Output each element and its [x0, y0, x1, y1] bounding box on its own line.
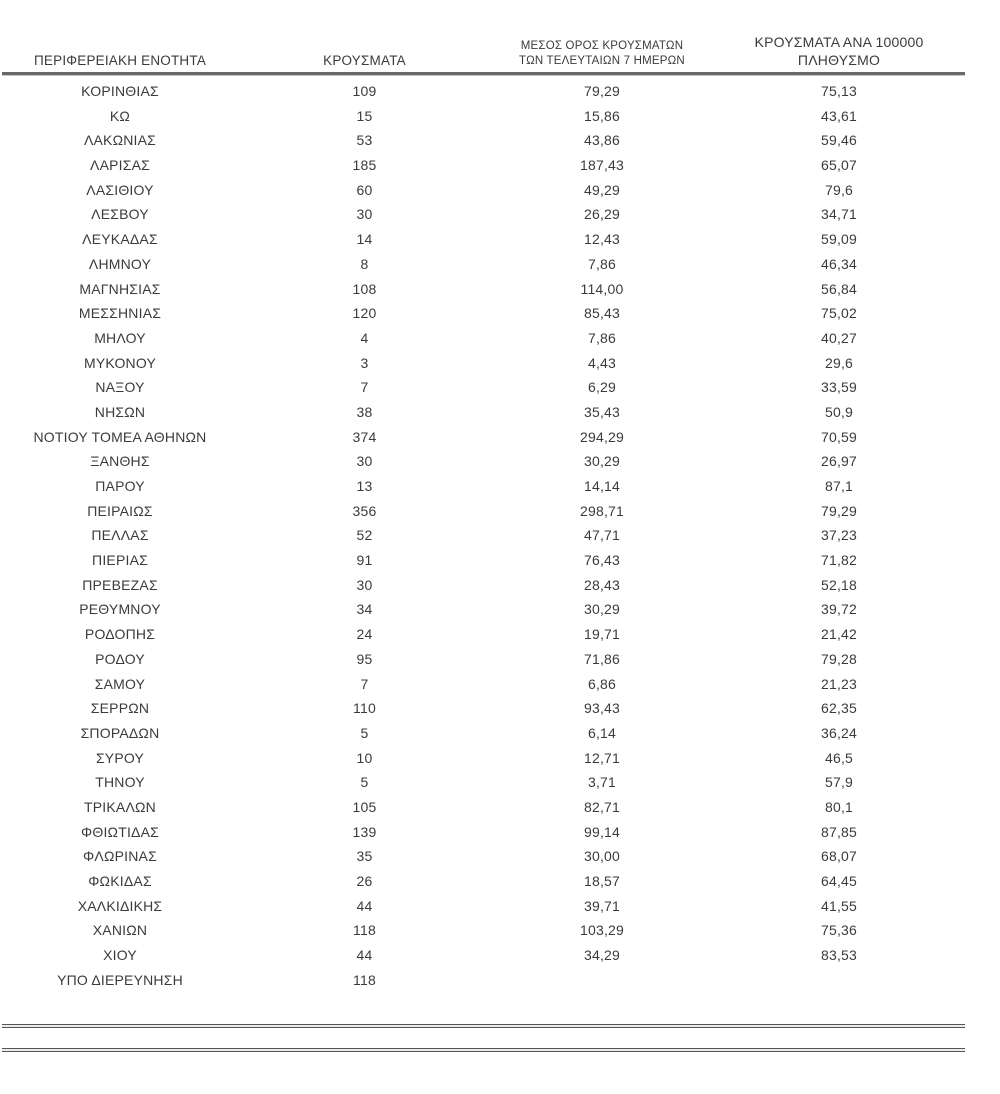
table-row — [2, 548, 965, 573]
table-row — [2, 523, 965, 548]
cell-region: ΚΟΡΙΝΘΙΑΣ — [81, 83, 159, 99]
table-row — [2, 301, 965, 326]
cell-cases: 105 — [352, 798, 377, 815]
cell-region: ΛΗΜΝΟΥ — [88, 255, 152, 272]
cell-per100k: 75,02 — [820, 305, 858, 322]
table-row — [2, 869, 965, 894]
cell-cases: 91 — [356, 552, 373, 569]
cell-per100k: 75,13 — [820, 83, 858, 99]
table-row — [2, 894, 965, 919]
cell-cases: 52 — [356, 527, 373, 544]
cell-region: ΜΑΓΝΗΣΙΑΣ — [79, 280, 161, 297]
cell-cases: 14 — [356, 231, 373, 248]
table-row — [2, 672, 965, 697]
table-row — [2, 351, 965, 376]
table-row — [2, 795, 965, 820]
table-row — [2, 252, 965, 277]
cell-avg7days: 18,57 — [583, 873, 621, 889]
cell-cases: 356 — [352, 502, 377, 519]
col-header-per100k — [713, 34, 965, 72]
cell-per100k: 40,27 — [820, 329, 858, 346]
cell-cases: 120 — [352, 305, 377, 322]
cell-region: ΝΗΣΩΝ — [94, 403, 146, 420]
table-row — [2, 696, 965, 721]
table-row — [2, 647, 965, 672]
bottom-rule-2 — [2, 1048, 965, 1052]
cell-region: ΠΕΛΛΑΣ — [91, 527, 149, 544]
cell-cases: 35 — [356, 848, 373, 865]
cell-per100k: 36,24 — [820, 724, 858, 741]
cell-per100k: 52,18 — [820, 576, 858, 593]
cell-avg7days: 15,86 — [583, 107, 621, 124]
col-header-avg7days-line1: ΜΕΣΟΣ ΟΡΟΣ ΚΡΟΥΣΜΑΤΩΝ — [520, 40, 684, 52]
cell-cases: 26 — [356, 873, 373, 889]
cell-cases: 53 — [356, 132, 373, 149]
col-header-avg7days-line2: ΤΩΝ ΤΕΛΕΥΤΑΙΩΝ 7 ΗΜΕΡΩΝ — [519, 55, 685, 67]
table-row — [2, 721, 965, 746]
table-row — [2, 153, 965, 178]
cell-per100k: 75,36 — [820, 922, 858, 939]
table-row — [2, 375, 965, 400]
bottom-rule-1 — [2, 1024, 965, 1028]
table-row — [2, 178, 965, 203]
cell-per100k: 87,85 — [820, 823, 858, 840]
cell-avg7days: 30,29 — [583, 453, 621, 470]
table-row — [2, 227, 965, 252]
cell-region: ΝΟΤΙΟΥ ΤΟΜΕΑ ΑΘΗΝΩΝ — [33, 428, 207, 445]
cell-per100k: 26,97 — [820, 453, 858, 470]
cell-cases: 95 — [356, 650, 373, 667]
cell-per100k: 59,09 — [820, 231, 858, 248]
cell-cases: 24 — [356, 626, 373, 643]
cell-per100k: 46,34 — [820, 255, 858, 272]
cell-avg7days: 12,71 — [583, 749, 621, 766]
cell-region: ΧΑΛΚΙΔΙΚΗΣ — [77, 897, 163, 914]
cell-region: ΠΕΙΡΑΙΩΣ — [87, 502, 153, 519]
cell-avg7days: 26,29 — [583, 206, 621, 223]
cell-region: ΧΑΝΙΩΝ — [92, 922, 148, 939]
col-header-cases — [238, 53, 491, 72]
cell-per100k: 79,28 — [820, 650, 858, 667]
cell-avg7days: 71,86 — [583, 650, 621, 667]
col-header-region — [2, 53, 238, 72]
cell-per100k: 79,6 — [824, 181, 854, 198]
cell-cases: 4 — [360, 329, 369, 346]
cell-cases: 118 — [353, 971, 376, 988]
cell-per100k: 39,72 — [820, 601, 858, 618]
table-header — [2, 0, 965, 72]
cell-region: ΛΑΡΙΣΑΣ — [90, 157, 150, 174]
cell-cases: 13 — [356, 478, 373, 494]
cell-region: ΠΙΕΡΙΑΣ — [92, 552, 148, 569]
cell-region: ΤΡΙΚΑΛΩΝ — [84, 798, 156, 815]
table-row — [2, 128, 965, 153]
cell-avg7days: 79,29 — [583, 83, 621, 99]
cell-avg7days: 6,86 — [587, 675, 617, 692]
cell-avg7days: 82,71 — [583, 798, 621, 815]
col-header-per100k-line1: ΚΡΟΥΣΜΑΤΑ ΑΝΑ 100000 — [754, 34, 924, 50]
cell-region: ΜΕΣΣΗΝΙΑΣ — [78, 305, 162, 322]
cell-cases: 374 — [352, 428, 377, 445]
cell-per100k: 37,23 — [820, 527, 858, 544]
table-row — [2, 597, 965, 622]
cell-avg7days: 7,86 — [587, 329, 617, 346]
cell-cases: 44 — [356, 897, 373, 914]
cell-cases: 34 — [356, 601, 373, 618]
cell-avg7days: 103,29 — [579, 922, 625, 939]
cell-cases: 110 — [353, 700, 376, 717]
cell-avg7days: 12,43 — [583, 231, 621, 248]
cell-per100k: 59,46 — [820, 132, 858, 149]
table-row — [2, 918, 965, 943]
cell-cases: 60 — [356, 181, 373, 198]
cell-region: ΛΑΣΙΘΙΟΥ — [86, 181, 154, 198]
cell-region: ΦΩΚΙΔΑΣ — [88, 873, 152, 889]
cell-avg7days: 34,29 — [583, 947, 621, 964]
cell-per100k: 71,82 — [820, 552, 858, 569]
cell-region: ΤΗΝΟΥ — [95, 774, 145, 791]
cell-region: ΛΕΣΒΟΥ — [91, 206, 149, 223]
cell-region: ΜΥΚΟΝΟΥ — [83, 354, 157, 371]
cell-cases: 38 — [356, 403, 373, 420]
cell-per100k: 50,9 — [824, 403, 854, 420]
cell-per100k: 33,59 — [820, 379, 858, 396]
col-header-per100k-line2: ΠΛΗΘΥΣΜΟ — [797, 51, 881, 68]
cell-region: ΡΕΘΥΜΝΟΥ — [79, 601, 161, 618]
table-row — [2, 770, 965, 795]
cell-avg7days: 6,14 — [587, 724, 617, 741]
cell-avg7days: 30,29 — [583, 601, 621, 618]
cell-region: ΦΛΩΡΙΝΑΣ — [83, 848, 157, 865]
cell-region: ΛΑΚΩΝΙΑΣ — [83, 132, 157, 149]
table-row — [2, 425, 965, 450]
col-header-region-label: ΠΕΡΙΦΕΡΕΙΑΚΗ ΕΝΟΤΗΤΑ — [33, 53, 207, 68]
cell-per100k: 29,6 — [824, 354, 854, 371]
cell-cases: 30 — [356, 576, 373, 593]
cell-region: ΡΟΔΟΠΗΣ — [84, 626, 156, 643]
cell-region: ΣΕΡΡΩΝ — [90, 700, 150, 717]
cell-cases: 185 — [352, 157, 377, 174]
table-row — [2, 326, 965, 351]
cell-per100k: 62,35 — [820, 700, 858, 717]
table-row — [2, 573, 965, 598]
cell-avg7days: 39,71 — [583, 897, 621, 914]
cell-avg7days: 19,71 — [583, 626, 621, 643]
cell-cases: 30 — [356, 206, 373, 223]
col-header-cases-label: ΚΡΟΥΣΜΑΤΑ — [323, 53, 406, 68]
cell-per100k: 56,84 — [820, 280, 858, 297]
cell-cases: 8 — [360, 255, 369, 272]
cell-cases: 3 — [360, 354, 369, 371]
regional-cases-table — [2, 0, 965, 1052]
cell-region: ΠΡΕΒΕΖΑΣ — [82, 576, 158, 593]
cell-per100k: 41,55 — [820, 897, 858, 914]
cell-avg7days: 30,00 — [583, 848, 621, 865]
cell-avg7days: 187,43 — [579, 157, 625, 174]
cell-per100k: 43,61 — [820, 107, 858, 124]
cell-avg7days: 3,71 — [587, 774, 617, 791]
cell-avg7days: 93,43 — [583, 700, 621, 717]
cell-per100k: 70,59 — [820, 428, 858, 445]
cell-avg7days: 99,14 — [583, 823, 621, 840]
cell-cases: 15 — [356, 107, 373, 124]
cell-cases: 30 — [356, 453, 373, 470]
cell-cases: 5 — [360, 724, 369, 741]
table-row — [2, 746, 965, 771]
cell-avg7days: 85,43 — [583, 305, 621, 322]
table-row — [2, 499, 965, 524]
cell-per100k: 65,07 — [820, 157, 858, 174]
cell-cases: 7 — [360, 379, 369, 396]
table-row — [2, 79, 965, 104]
cell-cases: 108 — [352, 280, 377, 297]
cell-avg7days: 35,43 — [583, 403, 621, 420]
cell-per100k: 87,1 — [824, 478, 854, 494]
table-row — [2, 820, 965, 845]
cell-avg7days: 114,00 — [580, 280, 624, 297]
cell-avg7days: 49,29 — [583, 181, 621, 198]
cell-region: ΛΕΥΚΑΔΑΣ — [82, 231, 158, 248]
table-row — [2, 202, 965, 227]
cell-avg7days: 28,43 — [583, 576, 621, 593]
cell-per100k: 34,71 — [820, 206, 858, 223]
col-header-avg7days — [491, 39, 713, 72]
table-row — [2, 400, 965, 425]
cell-region: ΥΠΟ ΔΙΕΡΕΥΝΗΣΗ — [57, 971, 183, 988]
cell-cases: 7 — [360, 675, 369, 692]
cell-region: ΠΑΡΟΥ — [95, 478, 145, 494]
cell-region: ΝΑΞΟΥ — [95, 379, 145, 396]
cell-avg7days: 7,86 — [587, 255, 617, 272]
cell-per100k: 79,29 — [820, 502, 858, 519]
table-row — [2, 968, 965, 993]
cell-per100k: 57,9 — [824, 774, 854, 791]
cell-avg7days: 43,86 — [583, 132, 621, 149]
cell-avg7days: 294,29 — [579, 428, 625, 445]
cell-region: ΞΑΝΘΗΣ — [90, 453, 150, 470]
cell-per100k: 21,23 — [820, 675, 858, 692]
cell-region: ΣΑΜΟΥ — [94, 675, 146, 692]
cell-cases: 10 — [356, 749, 373, 766]
cell-cases: 44 — [356, 947, 373, 964]
table-row — [2, 449, 965, 474]
cell-cases: 109 — [352, 83, 377, 99]
table-row — [2, 844, 965, 869]
cell-region: ΦΘΙΩΤΙΔΑΣ — [80, 823, 159, 840]
cell-avg7days: 6,29 — [587, 379, 617, 396]
cell-per100k: 64,45 — [820, 873, 858, 889]
cell-avg7days: 47,71 — [583, 527, 621, 544]
cell-cases: 139 — [352, 823, 377, 840]
cell-per100k: 21,42 — [820, 626, 858, 643]
table-row — [2, 474, 965, 499]
cell-region: ΜΗΛΟΥ — [94, 329, 146, 346]
cell-region: ΣΥΡΟΥ — [95, 749, 145, 766]
cell-region: ΧΙΟΥ — [103, 947, 137, 964]
table-row — [2, 277, 965, 302]
cell-region: ΣΠΟΡΑΔΩΝ — [80, 724, 160, 741]
table-row — [2, 943, 965, 968]
cell-cases: 118 — [353, 922, 376, 939]
cell-avg7days: 4,43 — [587, 354, 617, 371]
cell-avg7days: 14,14 — [583, 478, 621, 494]
cell-per100k: 46,5 — [824, 749, 854, 766]
cell-per100k: 80,1 — [824, 798, 854, 815]
cell-region: ΡΟΔΟΥ — [95, 650, 145, 667]
cell-avg7days: 76,43 — [583, 552, 621, 569]
table-row — [2, 104, 965, 129]
table-row — [2, 622, 965, 647]
cell-per100k: 68,07 — [820, 848, 858, 865]
cell-per100k: 83,53 — [820, 947, 858, 964]
table-body — [2, 76, 965, 992]
cell-region: ΚΩ — [109, 107, 131, 124]
cell-avg7days: 298,71 — [579, 502, 625, 519]
cell-cases: 5 — [360, 774, 369, 791]
